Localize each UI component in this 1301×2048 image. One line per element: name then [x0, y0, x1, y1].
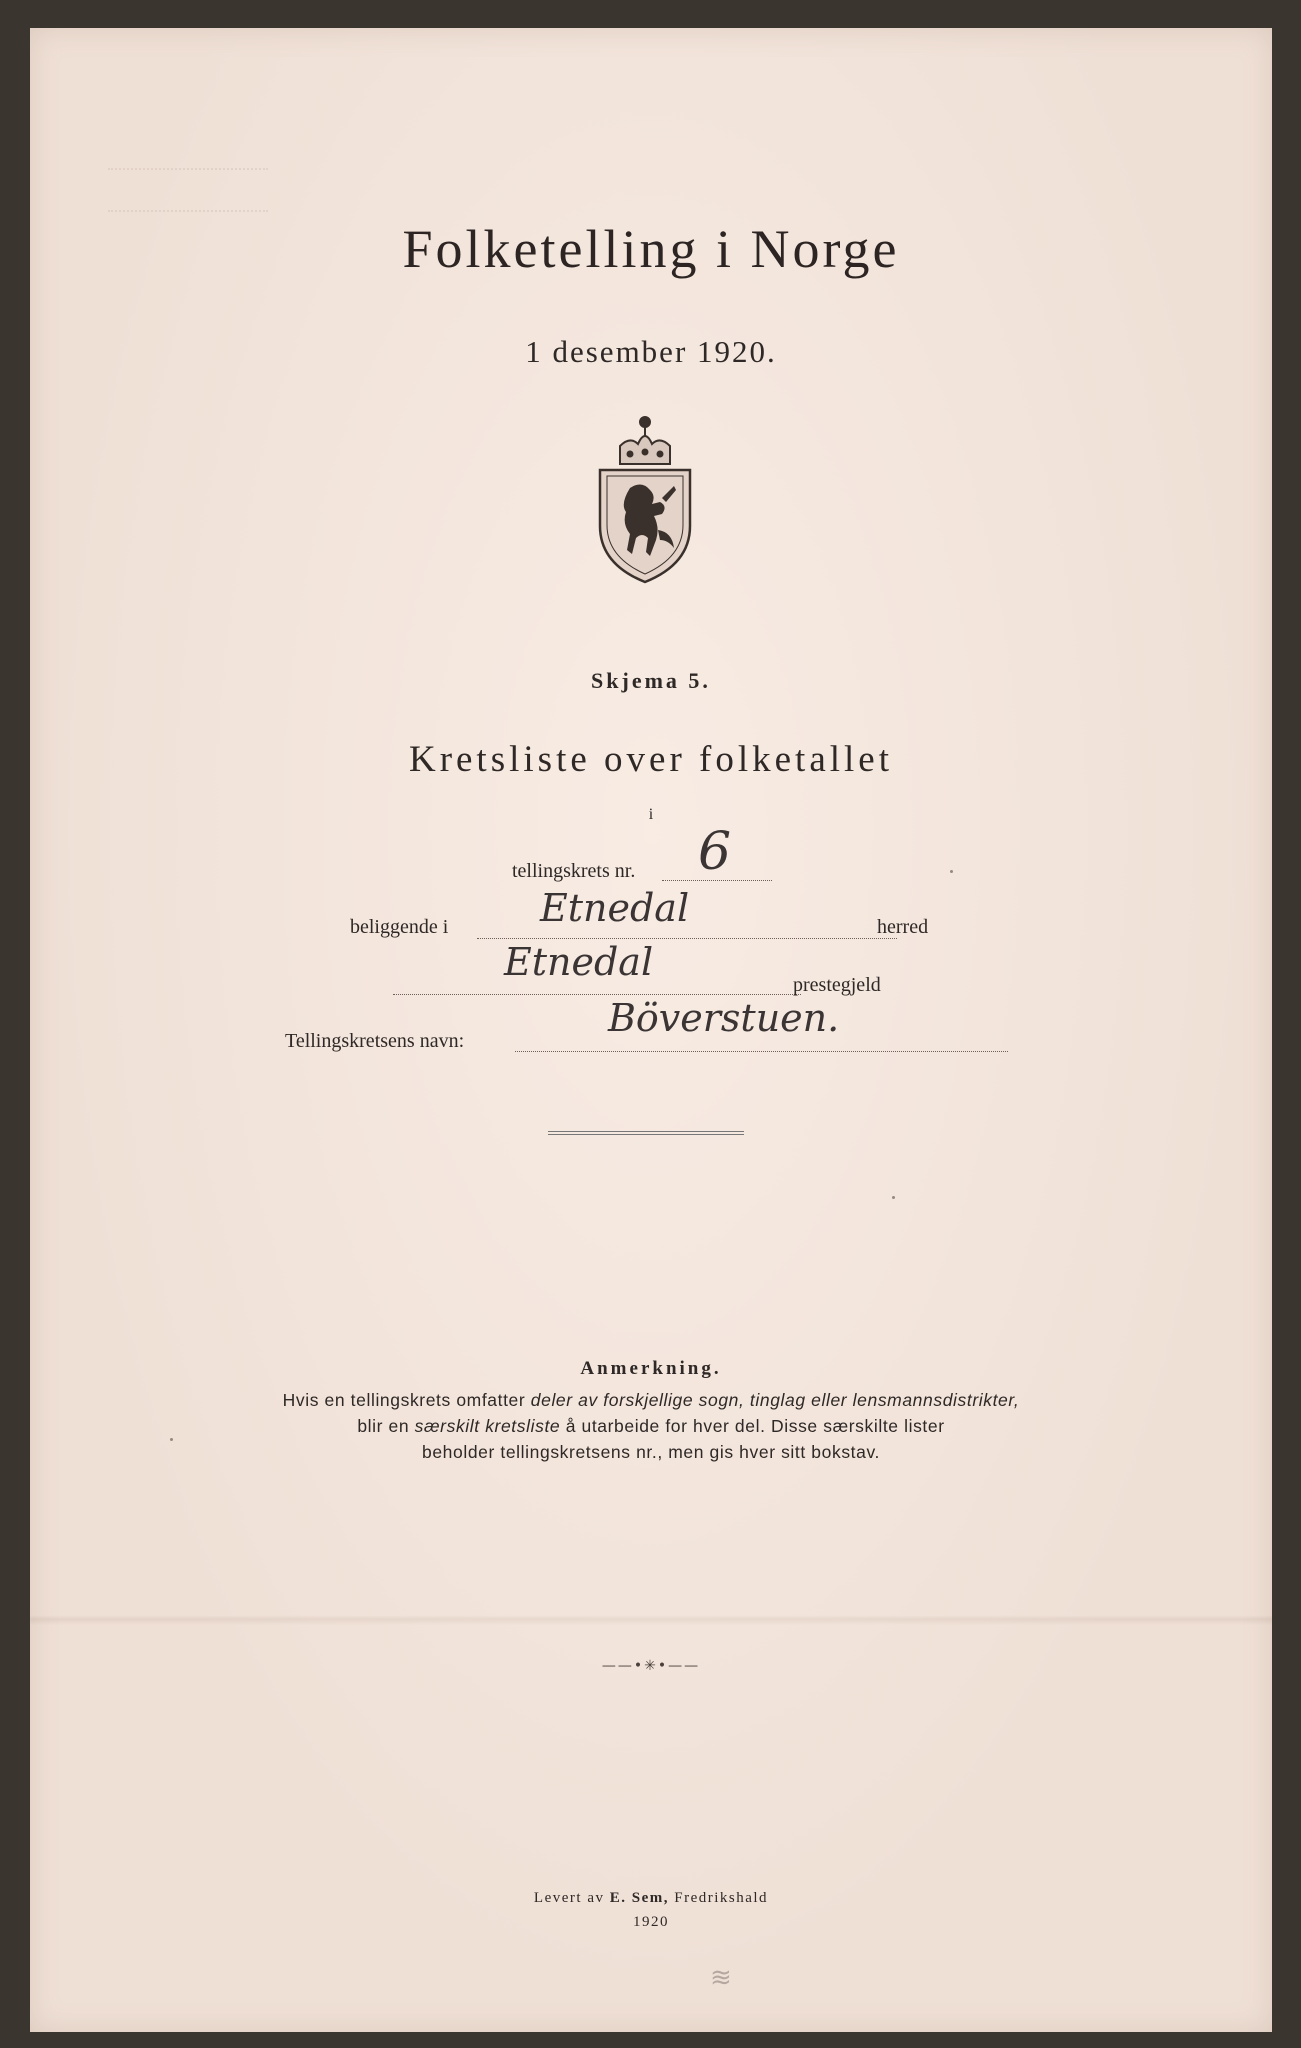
tellingskrets-value: 6: [698, 822, 732, 882]
census-date: 1 desember 1920.: [525, 334, 777, 369]
printer-credit: [30, 1890, 1272, 1907]
ornament-divider: ——•✳•——: [601, 1658, 701, 1674]
faded-stamp-mark-icon: ≋: [710, 1963, 732, 1993]
tellingskrets-label: tellingskrets nr.: [512, 860, 636, 882]
paper-speck: [170, 1438, 173, 1441]
prestegjeld-value: Etnedal: [504, 940, 654, 984]
printer-name: E. Sem,: [609, 1890, 669, 1906]
printer-year: 1920: [633, 1914, 669, 1930]
note-heading: Anmerkning.: [580, 1358, 722, 1379]
printer-prefix: Levert av: [533, 1890, 610, 1906]
navn-label: Tellingskretsens navn:: [285, 1030, 465, 1052]
herred-label: herred: [877, 916, 929, 938]
note-line-1: [30, 1390, 1272, 1411]
form-subtitle: Kretsliste over folketallet: [408, 739, 894, 780]
page-title: Folketelling i Norge: [402, 219, 900, 279]
note-line-2: [30, 1416, 1272, 1437]
paper-speck: [950, 870, 953, 873]
note-line-3: beholder tellingskretsens nr., men gis hver sitt bokstav.: [422, 1442, 880, 1462]
note-line-1-plain: Hvis en tellingskrets omfatter: [282, 1390, 531, 1410]
subtitle-preposition: i: [648, 806, 654, 823]
beliggende-line: [477, 938, 897, 939]
note-line-1-italic: deler av forskjellige sogn, tinglag eller lensmannsdistrikter,: [530, 1390, 1020, 1410]
faded-bleed-through: [108, 168, 268, 212]
note-line-2-italic: særskilt kretsliste: [414, 1416, 561, 1436]
section-divider: [548, 1131, 744, 1135]
paper-speck: [892, 1196, 895, 1199]
census-form-page: [30, 28, 1272, 2032]
printer-city: Fredrikshald: [668, 1890, 769, 1906]
prestegjeld-line: [393, 994, 801, 995]
norwegian-coat-of-arms-icon: [590, 406, 700, 586]
note-line-2-plain-b: å utarbeide for hver del. Disse særskilte lister: [560, 1416, 945, 1436]
beliggende-label: beliggende i: [350, 916, 449, 938]
navn-line: [515, 1051, 1008, 1052]
navn-value: Böverstuen.: [608, 996, 840, 1040]
prestegjeld-label: prestegjeld: [793, 974, 881, 996]
note-line-2-plain-a: blir en: [357, 1416, 415, 1436]
beliggende-value: Etnedal: [540, 886, 690, 930]
schema-number: Skjema 5.: [591, 668, 711, 693]
